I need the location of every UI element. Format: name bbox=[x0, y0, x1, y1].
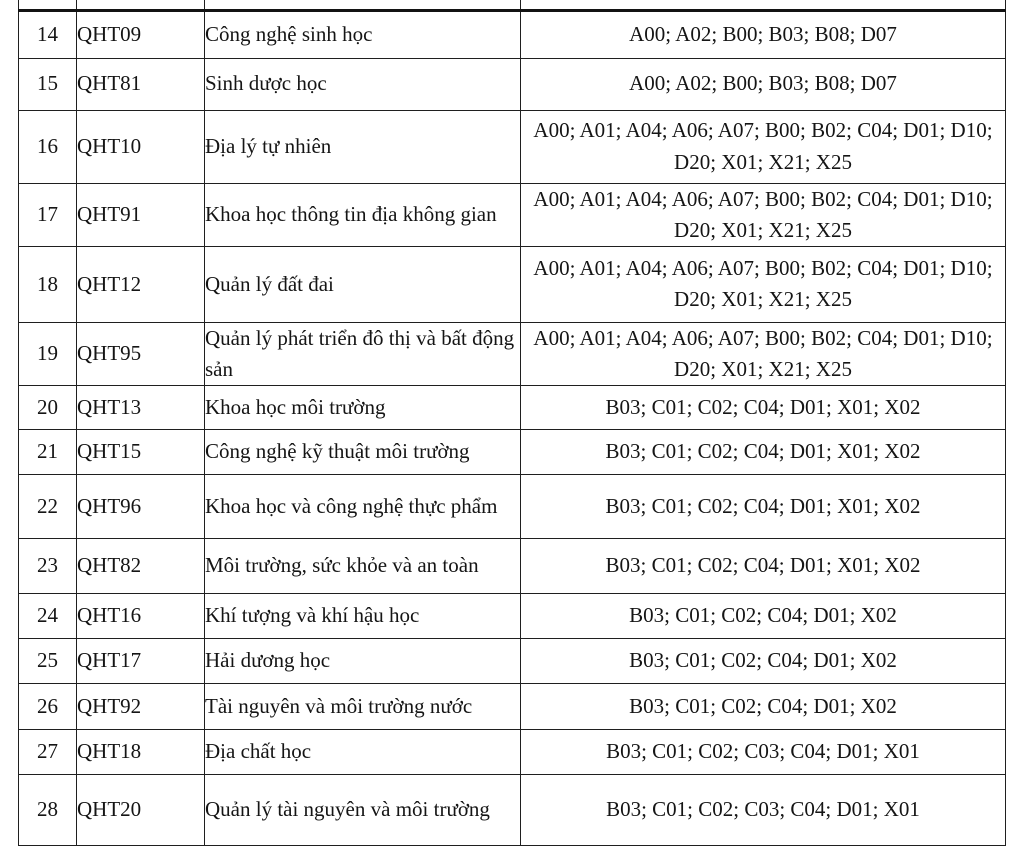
combinations-cell: B03; C01; C02; C03; C04; D01; X01 bbox=[521, 774, 1006, 845]
major-name-cell: Khoa học môi trường bbox=[205, 385, 521, 429]
major-name-cell: Sinh dược học bbox=[205, 58, 521, 110]
row-number-cell: 28 bbox=[19, 774, 77, 845]
combinations-cell: B03; C01; C02; C04; D01; X01; X02 bbox=[521, 385, 1006, 429]
row-number-cell: 21 bbox=[19, 429, 77, 474]
combinations-cell: B03; C01; C02; C04; D01; X02 bbox=[521, 638, 1006, 683]
table-row bbox=[19, 593, 1006, 638]
combinations-cell: B03; C01; C02; C04; D01; X02 bbox=[521, 683, 1006, 729]
code-cell: QHT13 bbox=[77, 385, 205, 429]
row-number-cell: 14 bbox=[19, 10, 77, 58]
code-cell: QHT18 bbox=[77, 729, 205, 774]
table-row bbox=[19, 538, 1006, 593]
code-cell: QHT82 bbox=[77, 538, 205, 593]
code-cell: QHT15 bbox=[77, 429, 205, 474]
combinations-cell: B03; C01; C02; C04; D01; X02 bbox=[521, 593, 1006, 638]
row-number-cell: 16 bbox=[19, 110, 77, 183]
empty-cell bbox=[77, 0, 205, 10]
table-row bbox=[19, 774, 1006, 845]
code-cell: QHT09 bbox=[77, 10, 205, 58]
table-row bbox=[19, 385, 1006, 429]
empty-cell bbox=[521, 0, 1006, 10]
major-name-cell: Khoa học và công nghệ thực phẩm bbox=[205, 474, 521, 538]
row-number-cell: 27 bbox=[19, 729, 77, 774]
table-row bbox=[19, 58, 1006, 110]
major-name-cell: Địa lý tự nhiên bbox=[205, 110, 521, 183]
table-row bbox=[19, 10, 1006, 58]
code-cell: QHT16 bbox=[77, 593, 205, 638]
combinations-cell: A00; A02; B00; B03; B08; D07 bbox=[521, 10, 1006, 58]
code-cell: QHT95 bbox=[77, 322, 205, 385]
major-name-cell: Công nghệ sinh học bbox=[205, 10, 521, 58]
major-name-cell: Khoa học thông tin địa không gian bbox=[205, 183, 521, 246]
row-number-cell: 24 bbox=[19, 593, 77, 638]
row-number-cell: 22 bbox=[19, 474, 77, 538]
combinations-cell: A00; A01; A04; A06; A07; B00; B02; C04; D01; D10; D20; X01; X21; X25 bbox=[521, 322, 1006, 385]
table-row bbox=[19, 474, 1006, 538]
row-number-cell: 20 bbox=[19, 385, 77, 429]
combinations-cell: A00; A01; A04; A06; A07; B00; B02; C04; D01; D10; D20; X01; X21; X25 bbox=[521, 246, 1006, 322]
code-cell: QHT17 bbox=[77, 638, 205, 683]
major-name-cell: Tài nguyên và môi trường nước bbox=[205, 683, 521, 729]
major-name-cell: Quản lý phát triển đô thị và bất động sản bbox=[205, 322, 521, 385]
row-number-cell: 17 bbox=[19, 183, 77, 246]
major-name-cell: Môi trường, sức khỏe và an toàn bbox=[205, 538, 521, 593]
major-name-cell: Khí tượng và khí hậu học bbox=[205, 593, 521, 638]
combinations-cell: A00; A01; A04; A06; A07; B00; B02; C04; D01; D10; D20; X01; X21; X25 bbox=[521, 110, 1006, 183]
table-row bbox=[19, 110, 1006, 183]
combinations-cell: A00; A01; A04; A06; A07; B00; B02; C04; D01; D10; D20; X01; X21; X25 bbox=[521, 183, 1006, 246]
code-cell: QHT91 bbox=[77, 183, 205, 246]
row-number-cell: 26 bbox=[19, 683, 77, 729]
code-cell: QHT12 bbox=[77, 246, 205, 322]
combinations-cell: B03; C01; C02; C03; C04; D01; X01 bbox=[521, 729, 1006, 774]
table-row bbox=[19, 729, 1006, 774]
empty-cell bbox=[205, 0, 521, 10]
table-row bbox=[19, 183, 1006, 246]
table-row bbox=[19, 683, 1006, 729]
admissions-table bbox=[18, 0, 1006, 846]
code-cell: QHT10 bbox=[77, 110, 205, 183]
combinations-cell: B03; C01; C02; C04; D01; X01; X02 bbox=[521, 538, 1006, 593]
table-row bbox=[19, 638, 1006, 683]
major-name-cell: Quản lý tài nguyên và môi trường bbox=[205, 774, 521, 845]
row-number-cell: 23 bbox=[19, 538, 77, 593]
row-number-cell: 25 bbox=[19, 638, 77, 683]
combinations-cell: B03; C01; C02; C04; D01; X01; X02 bbox=[521, 474, 1006, 538]
table-row bbox=[19, 246, 1006, 322]
row-number-cell: 15 bbox=[19, 58, 77, 110]
code-cell: QHT20 bbox=[77, 774, 205, 845]
admissions-table-body bbox=[19, 0, 1006, 845]
combinations-cell: A00; A02; B00; B03; B08; D07 bbox=[521, 58, 1006, 110]
major-name-cell: Hải dương học bbox=[205, 638, 521, 683]
row-number-cell: 18 bbox=[19, 246, 77, 322]
table-row bbox=[19, 429, 1006, 474]
combinations-cell: B03; C01; C02; C04; D01; X01; X02 bbox=[521, 429, 1006, 474]
major-name-cell: Địa chất học bbox=[205, 729, 521, 774]
previous-row-remnant bbox=[19, 0, 1006, 10]
code-cell: QHT92 bbox=[77, 683, 205, 729]
major-name-cell: Quản lý đất đai bbox=[205, 246, 521, 322]
major-name-cell: Công nghệ kỹ thuật môi trường bbox=[205, 429, 521, 474]
code-cell: QHT81 bbox=[77, 58, 205, 110]
table-row bbox=[19, 322, 1006, 385]
row-number-cell: 19 bbox=[19, 322, 77, 385]
empty-cell bbox=[19, 0, 77, 10]
code-cell: QHT96 bbox=[77, 474, 205, 538]
